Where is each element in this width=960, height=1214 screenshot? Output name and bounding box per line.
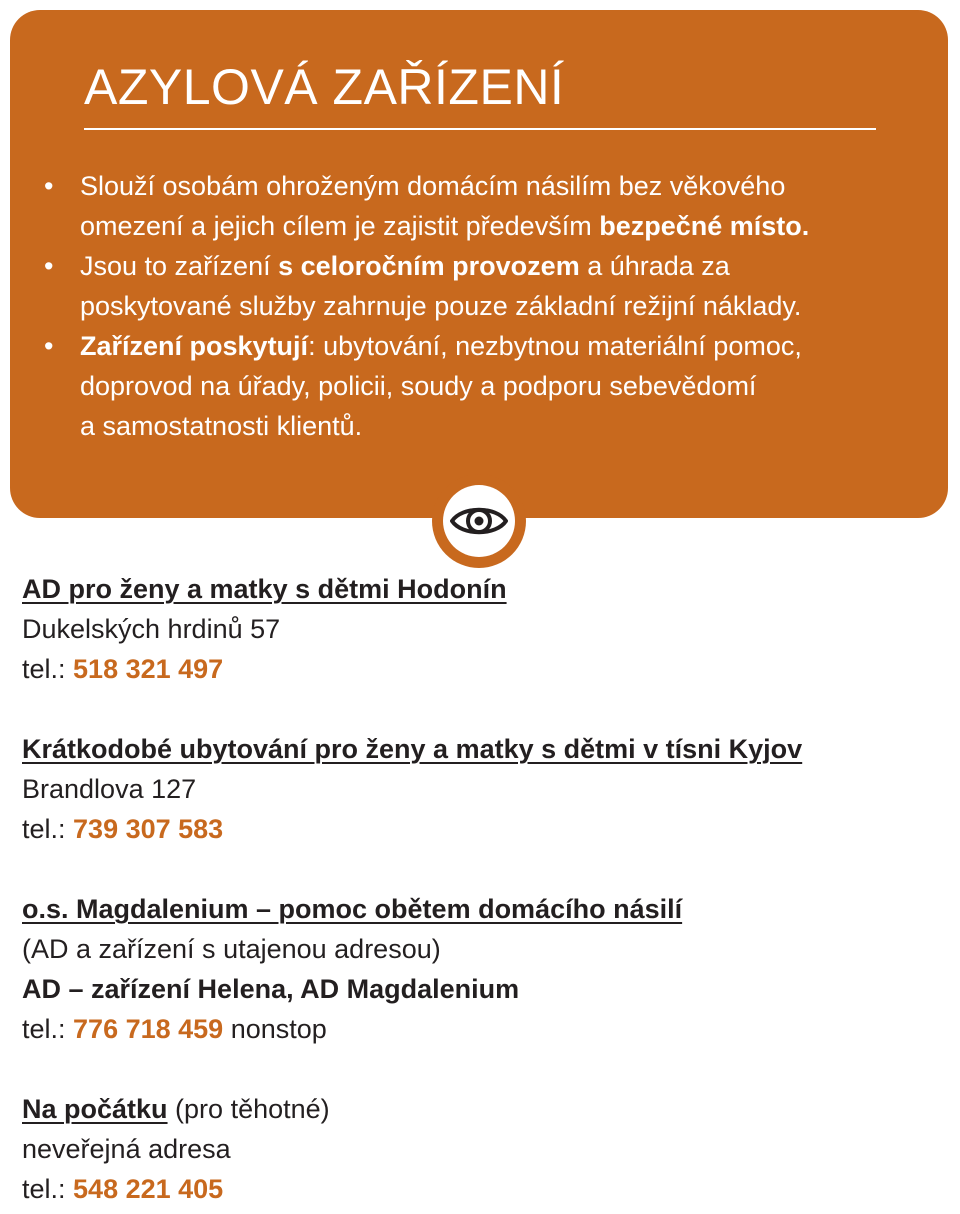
phone-note: nonstop xyxy=(223,1014,327,1044)
facility-name: o.s. Magdalenium – pomoc obětem domácího násilí xyxy=(22,894,683,924)
phone-number[interactable]: 776 718 459 xyxy=(73,1014,224,1044)
bullet-marker: • xyxy=(44,331,54,361)
facility-subnames: AD – zařízení Helena, AD Magdalenium xyxy=(22,974,520,1004)
phone-number[interactable]: 739 307 583 xyxy=(73,814,224,844)
contact-block xyxy=(22,569,942,689)
facility-address: Dukelských hrdinů 57 xyxy=(22,614,281,644)
bullet-text: poskytované služby zahrnuje pouze základní režijní náklady. xyxy=(80,291,802,321)
bullet-marker: • xyxy=(44,251,54,281)
contact-list xyxy=(22,569,942,1209)
bullet-emphasis: bezpečné místo. xyxy=(599,211,810,241)
eye-icon xyxy=(449,498,509,544)
contact-block xyxy=(22,1089,942,1209)
bullet-text: a samostatnosti klientů. xyxy=(80,411,363,441)
title-divider xyxy=(84,128,876,130)
info-bullet-list xyxy=(44,166,924,446)
facility-name: Krátkodobé ubytování pro ženy a matky s dětmi v tísni Kyjov xyxy=(22,734,803,764)
facility-name: AD pro ženy a matky s dětmi Hodonín xyxy=(22,574,507,604)
phone-number[interactable]: 518 321 497 xyxy=(73,654,224,684)
bullet-marker: • xyxy=(44,171,54,201)
bullet-item xyxy=(44,166,924,246)
bullet-text: omezení a jejich cílem je zajistit především xyxy=(80,211,600,241)
facility-name: Na počátku xyxy=(22,1094,168,1124)
eye-badge xyxy=(432,474,526,568)
tel-label: tel.: xyxy=(22,654,74,684)
contact-block xyxy=(22,889,942,1049)
bullet-emphasis: s celoročním provozem xyxy=(278,251,580,281)
bullet-text: : ubytování, nezbytnou materiální pomoc, xyxy=(308,331,802,361)
bullet-text: doprovod na úřady, policii, soudy a podporu sebevědomí xyxy=(80,371,757,401)
bullet-text: Slouží osobám ohroženým domácím násilím bez věkového xyxy=(80,171,786,201)
page-title: AZYLOVÁ ZAŘÍZENÍ xyxy=(84,59,565,115)
tel-label: tel.: xyxy=(22,1174,74,1204)
bullet-text: a úhrada za xyxy=(579,251,730,281)
contact-block xyxy=(22,729,942,849)
tel-label: tel.: xyxy=(22,1014,74,1044)
bullet-item xyxy=(44,246,924,326)
facility-note: (AD a zařízení s utajenou adresou) xyxy=(22,934,441,964)
phone-number[interactable]: 548 221 405 xyxy=(73,1174,224,1204)
facility-name-note: (pro těhotné) xyxy=(167,1094,330,1124)
bullet-emphasis: Zařízení poskytují xyxy=(80,331,309,361)
bullet-text: Jsou to zařízení xyxy=(80,251,279,281)
facility-address: neveřejná adresa xyxy=(22,1134,231,1164)
tel-label: tel.: xyxy=(22,814,74,844)
facility-address: Brandlova 127 xyxy=(22,774,197,804)
bullet-item xyxy=(44,326,924,446)
